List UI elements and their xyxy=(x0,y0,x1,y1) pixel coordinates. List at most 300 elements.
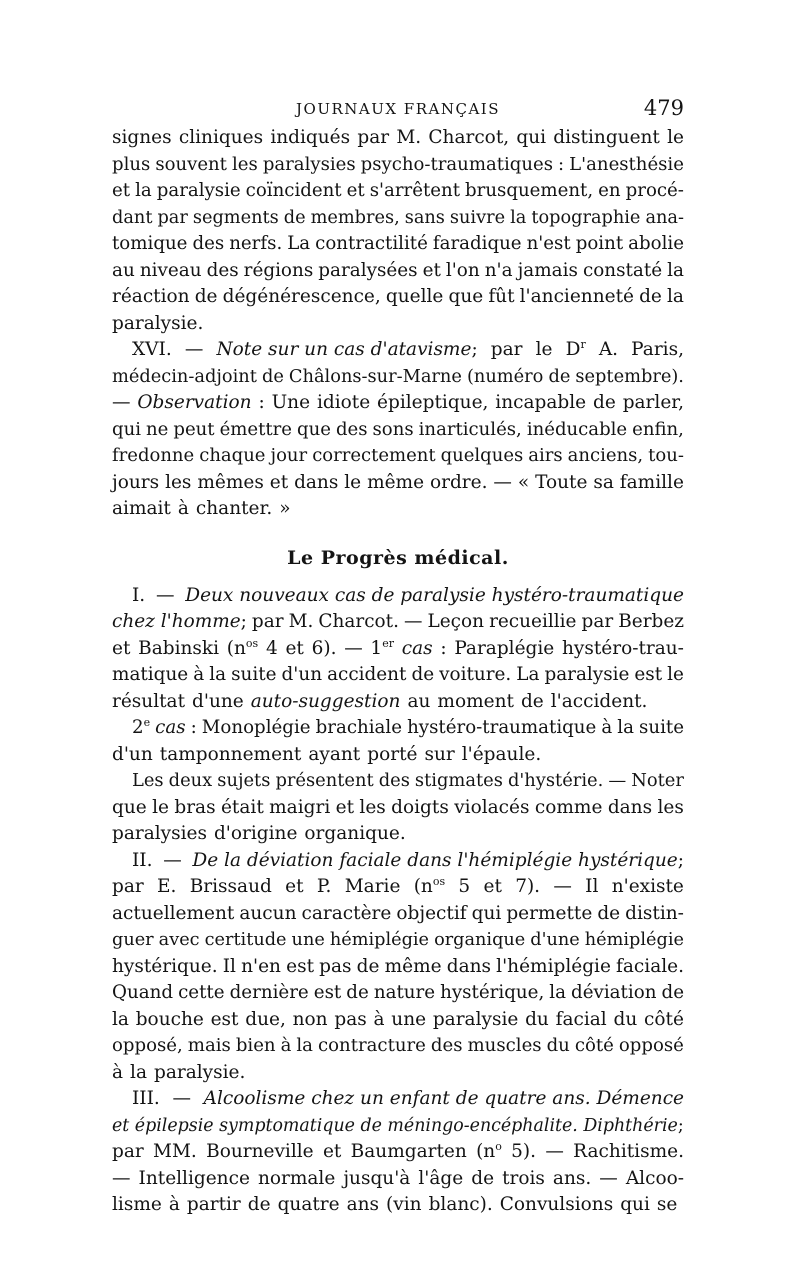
word: faradique xyxy=(432,233,522,254)
word: est xyxy=(210,1008,239,1030)
word: et xyxy=(335,796,355,818)
word: fredonne xyxy=(112,445,195,466)
section-before-heading xyxy=(112,125,684,523)
word: n'existe xyxy=(611,876,684,897)
word: maigri xyxy=(269,796,331,818)
word: voiture. xyxy=(439,664,512,685)
word: hystérique. xyxy=(112,955,218,977)
word: paralysées xyxy=(318,259,418,281)
word: d'une xyxy=(530,930,580,950)
word: paralysie xyxy=(156,180,241,201)
word: de xyxy=(520,690,544,712)
word: de xyxy=(639,286,662,307)
word: quatre xyxy=(277,1194,340,1215)
word: de xyxy=(593,392,616,413)
text-line xyxy=(112,609,684,636)
word: réaction xyxy=(112,286,190,307)
word: hystéro-traumatique xyxy=(407,717,597,738)
word: jusqu'à xyxy=(343,1167,411,1189)
word: paralysie. xyxy=(112,312,204,334)
word: et xyxy=(346,180,365,201)
word: l'on xyxy=(445,259,480,281)
word: — xyxy=(553,876,572,897)
word: cas xyxy=(401,637,433,659)
text-line xyxy=(112,821,684,848)
text-line xyxy=(112,980,684,1007)
word: sujets xyxy=(217,770,271,791)
word: famille xyxy=(619,471,684,493)
word: résultat xyxy=(112,690,186,712)
word: souvent xyxy=(155,153,227,175)
word: et épilepsie symptomatique de méningo-encéphalite. Diphthérie; xyxy=(112,1115,684,1136)
word: facial xyxy=(555,1008,607,1030)
word: La xyxy=(516,664,540,685)
word: M. xyxy=(288,611,314,632)
word: bras xyxy=(174,796,216,818)
word: : xyxy=(190,717,197,738)
word: des xyxy=(206,259,239,281)
word: des xyxy=(430,1035,463,1056)
word: Baumgarten xyxy=(350,1141,467,1162)
word: Berbez xyxy=(618,611,684,632)
word: tomique xyxy=(112,233,188,254)
word: jamais xyxy=(517,259,578,281)
word: organique xyxy=(434,930,526,950)
word: coïncident xyxy=(245,180,342,201)
word: les xyxy=(359,796,386,818)
word: moment xyxy=(437,690,514,712)
word: que xyxy=(297,418,331,440)
paragraph xyxy=(112,337,684,523)
word: tou- xyxy=(648,445,684,466)
word: matique xyxy=(112,664,189,685)
text-line xyxy=(112,1139,684,1166)
word: abolie xyxy=(628,233,684,254)
word: par xyxy=(251,611,284,632)
word: — xyxy=(608,770,627,791)
word: sans xyxy=(404,207,445,228)
word: brachiale xyxy=(315,717,403,738)
text-line xyxy=(112,715,684,742)
text-line xyxy=(112,1086,684,1113)
word: opposé, xyxy=(112,1035,183,1056)
word: ayant xyxy=(308,743,361,765)
word: Châlons-sur-Marne xyxy=(288,365,462,387)
word: et xyxy=(112,637,131,659)
word: la xyxy=(112,1008,129,1030)
word: qui xyxy=(620,1194,650,1215)
word: l'accident. xyxy=(550,690,648,712)
word: trois xyxy=(502,1167,545,1189)
word: Monoplégie xyxy=(201,717,311,738)
word: segments xyxy=(192,207,279,228)
text-line xyxy=(112,689,684,716)
word: par xyxy=(112,876,144,897)
text-line xyxy=(112,1033,684,1060)
word: en xyxy=(598,180,621,201)
word: auto-suggestion xyxy=(250,690,401,712)
word: anciens, xyxy=(567,445,644,466)
word: muscles xyxy=(467,1035,542,1056)
word: due, xyxy=(245,1008,286,1030)
word: hystérique, xyxy=(440,982,545,1003)
word: nerfs. xyxy=(229,233,283,254)
word: jour xyxy=(270,445,308,466)
word: — xyxy=(112,392,131,413)
word: — xyxy=(172,1088,191,1109)
word: n'en xyxy=(241,955,281,977)
word: guer xyxy=(112,930,154,950)
word: Rachitisme. xyxy=(573,1141,684,1162)
section-heading: Le Progrès médical. xyxy=(287,546,509,569)
word: sons xyxy=(372,418,414,440)
word: dant xyxy=(112,207,153,228)
word: Intelligence xyxy=(138,1167,250,1189)
word: nature xyxy=(373,982,436,1003)
word: la xyxy=(617,717,634,738)
word: est xyxy=(286,955,315,977)
word: L'anesthésie xyxy=(569,153,684,175)
word: s'arrêtent xyxy=(369,180,460,201)
word: l'hémiplégie xyxy=(496,955,611,977)
word: dernière xyxy=(229,982,309,1003)
word: les xyxy=(165,471,192,493)
word: Noter xyxy=(631,770,684,791)
word: ($n^{os}$ xyxy=(226,636,259,659)
word: était xyxy=(220,796,264,818)
word: — xyxy=(404,611,423,632)
text-line xyxy=(112,417,684,444)
word: fût xyxy=(488,286,515,307)
word: topographie xyxy=(531,207,641,228)
text-line xyxy=(112,178,684,205)
text-line xyxy=(112,1060,684,1087)
word: de xyxy=(261,365,284,387)
word: — xyxy=(493,471,512,493)
word: Paraplégie xyxy=(454,637,555,659)
word: ($n^{os}$ xyxy=(413,874,446,897)
word: le xyxy=(152,796,169,818)
text-line xyxy=(112,1007,684,1034)
word: chez l'homme; xyxy=(112,611,247,632)
word: membres, xyxy=(310,207,400,228)
word: que xyxy=(112,796,147,818)
word: à xyxy=(601,717,613,738)
word: lisme xyxy=(112,1194,162,1215)
word: 4 xyxy=(265,637,278,659)
word: mais xyxy=(187,1035,231,1056)
word: 5). xyxy=(511,1141,537,1162)
word: 2e xyxy=(132,715,151,738)
word: XVI. xyxy=(132,339,172,360)
word: inéducable xyxy=(526,418,628,440)
text-line xyxy=(112,152,684,179)
text-line xyxy=(112,205,684,232)
word: est xyxy=(634,664,663,685)
word: à xyxy=(112,1061,124,1083)
text-line xyxy=(112,742,684,769)
word: Il xyxy=(222,955,236,977)
word: « xyxy=(517,471,530,493)
text-line xyxy=(112,901,684,928)
text-line xyxy=(112,284,684,311)
word: le xyxy=(667,127,684,148)
word: la xyxy=(130,1061,147,1083)
word: $D^r$ xyxy=(565,337,586,360)
word: contracture xyxy=(317,1035,426,1056)
word: III. xyxy=(132,1088,160,1109)
word: l'ancienneté xyxy=(519,286,634,307)
word: mêmes xyxy=(197,471,264,493)
word: actuellement xyxy=(112,902,235,924)
word: la xyxy=(549,982,567,1003)
word: enfin, xyxy=(632,418,684,440)
word: dégénérescence, xyxy=(222,286,381,307)
word: Paris, xyxy=(631,339,684,360)
word: d'un xyxy=(281,664,323,685)
word: blanc). xyxy=(428,1194,493,1215)
word: ana- xyxy=(645,207,684,228)
word: Une xyxy=(271,392,311,413)
word: régions xyxy=(243,259,314,281)
word: A. xyxy=(598,339,619,360)
word: le xyxy=(535,339,553,360)
word: avec xyxy=(158,930,200,950)
word: des xyxy=(335,418,368,440)
text-line xyxy=(112,390,684,417)
word: et xyxy=(285,637,304,659)
word: hémiplégie xyxy=(584,930,684,950)
word: le xyxy=(344,471,362,493)
word: épileptique, xyxy=(377,392,489,413)
word: à xyxy=(373,1008,385,1030)
word: constaté xyxy=(582,259,663,281)
word: : xyxy=(558,153,565,175)
word: caractère xyxy=(301,902,392,924)
word: septembre). xyxy=(575,365,684,387)
word: de xyxy=(597,902,621,924)
word: qui xyxy=(471,902,502,924)
word: accident xyxy=(327,664,407,685)
word: présentent xyxy=(275,770,374,791)
word: au xyxy=(407,690,431,712)
word: et xyxy=(483,876,502,897)
paragraph xyxy=(112,125,684,337)
word: Brissaud xyxy=(189,876,272,897)
word: ($n^o$ xyxy=(476,1139,502,1162)
word: ans xyxy=(346,1194,380,1215)
word: Quand xyxy=(112,982,174,1003)
word: — xyxy=(155,584,175,606)
word: et xyxy=(285,876,304,897)
word: des xyxy=(192,233,225,254)
word: de xyxy=(411,664,435,685)
word: dans xyxy=(607,796,653,818)
text-line xyxy=(112,337,684,364)
word: P. xyxy=(316,876,332,897)
word: de xyxy=(548,365,571,387)
word: opposé xyxy=(618,1035,684,1056)
word: point xyxy=(575,233,624,254)
text-line xyxy=(112,874,684,901)
text-line xyxy=(112,470,684,497)
text-line xyxy=(112,496,684,523)
word: côté xyxy=(644,1008,684,1030)
word: » xyxy=(279,498,291,519)
word: permette xyxy=(506,902,593,924)
word: — xyxy=(163,849,182,871)
word: la xyxy=(666,286,684,307)
word: à xyxy=(193,664,205,685)
word: des xyxy=(378,770,410,791)
word: Alcoo- xyxy=(625,1167,684,1189)
word: (vin xyxy=(386,1194,422,1215)
word: Charcot, xyxy=(428,127,510,148)
word: deux xyxy=(168,770,213,791)
word: plus xyxy=(112,153,151,175)
word: médecin-adjoint xyxy=(112,365,257,387)
word: d'origine xyxy=(213,823,298,844)
word: certitude xyxy=(204,930,287,950)
text-line xyxy=(112,848,684,875)
word: d'un xyxy=(112,743,153,765)
word: De la déviation faciale dans l'hémiplégie hystérique; xyxy=(192,849,684,871)
word: la xyxy=(135,180,152,201)
word: même xyxy=(367,471,425,493)
text-line xyxy=(112,231,684,258)
word: 5 xyxy=(458,876,471,897)
word: pas xyxy=(319,955,352,977)
word: 6). xyxy=(311,637,337,659)
text-line xyxy=(112,364,684,391)
word: Toute xyxy=(535,471,588,493)
word: paralysie. xyxy=(153,1061,246,1083)
word: organique. xyxy=(304,823,406,844)
word: par xyxy=(112,1141,144,1162)
word: par xyxy=(357,127,390,148)
word: brusquement, xyxy=(465,180,594,201)
word: n'a xyxy=(484,259,513,281)
word: La xyxy=(287,233,311,254)
word: et xyxy=(112,180,131,201)
word: MM. xyxy=(153,1141,197,1162)
paragraph xyxy=(112,768,684,848)
word: déviation xyxy=(571,982,657,1003)
word: du xyxy=(546,1035,570,1056)
word: cette xyxy=(178,982,225,1003)
word: dans xyxy=(294,471,339,493)
word: les xyxy=(657,796,684,818)
word: au xyxy=(112,259,135,281)
word: procé- xyxy=(625,180,684,201)
word: de xyxy=(283,207,306,228)
word: normale xyxy=(257,1167,336,1189)
word: idiote xyxy=(316,392,371,413)
text-line xyxy=(112,927,684,954)
section-after-heading xyxy=(112,583,684,1219)
word: comme xyxy=(534,796,603,818)
text-line xyxy=(112,1166,684,1193)
word: sur xyxy=(424,743,455,765)
word: quelques xyxy=(440,445,524,466)
word: objectif xyxy=(396,902,467,924)
word: paralysies xyxy=(112,823,207,844)
word: paralysie xyxy=(544,664,630,685)
word: tamponnement xyxy=(159,743,302,765)
word: Convulsions xyxy=(499,1194,614,1215)
text-line xyxy=(112,1192,684,1219)
word: de xyxy=(356,955,380,977)
word: cas xyxy=(155,717,186,738)
word: doigts xyxy=(391,796,449,818)
word: et xyxy=(422,259,441,281)
word: la xyxy=(209,664,227,685)
text-body xyxy=(112,125,684,1219)
word: une xyxy=(291,930,325,950)
word: hystéro-trau- xyxy=(561,637,684,659)
word: se xyxy=(656,1194,678,1215)
word: distin- xyxy=(625,902,684,924)
word: la xyxy=(510,207,527,228)
word: de xyxy=(661,982,684,1003)
word: — xyxy=(344,637,363,659)
paragraph xyxy=(112,848,684,1087)
word: suite xyxy=(639,717,684,738)
word: l'âge xyxy=(418,1167,464,1189)
word: Charcot. xyxy=(318,611,399,632)
word: indiqués xyxy=(270,127,351,148)
word: côté xyxy=(574,1035,614,1056)
text-line xyxy=(112,125,684,152)
word: qui xyxy=(112,418,141,440)
word: Alcoolisme chez un enfant de quatre ans. Démence xyxy=(203,1088,684,1109)
text-line xyxy=(112,1113,684,1140)
word: Bourneville xyxy=(206,1141,314,1162)
word: le xyxy=(667,664,684,685)
word: suite xyxy=(231,664,277,685)
word: porté xyxy=(367,743,418,765)
text-line xyxy=(112,795,684,822)
text-line xyxy=(112,768,684,795)
word: niveau xyxy=(139,259,202,281)
word: M. xyxy=(396,127,422,148)
word: — xyxy=(545,1141,564,1162)
word: parler, xyxy=(622,392,684,413)
word: jours xyxy=(112,471,160,493)
word: dans xyxy=(446,955,492,977)
word: faciale. xyxy=(616,955,684,977)
word: aimait xyxy=(112,498,171,519)
word: Les xyxy=(132,770,164,791)
word: stigmates xyxy=(414,770,503,791)
word: airs xyxy=(528,445,563,466)
word: par xyxy=(490,339,523,360)
paragraph xyxy=(112,583,684,716)
word: Babinski xyxy=(138,637,220,659)
word: hémiplégie xyxy=(329,930,430,950)
word: ordre. xyxy=(429,471,488,493)
word: la xyxy=(296,1035,313,1056)
word: ans. xyxy=(552,1167,592,1189)
word: (numéro xyxy=(466,365,544,387)
word: Note sur un cas d'atavisme; xyxy=(216,339,478,360)
word: signes xyxy=(112,127,172,148)
word: ne xyxy=(146,418,169,440)
word: non xyxy=(292,1008,328,1030)
word: correctement xyxy=(312,445,436,466)
word: quelle xyxy=(385,286,444,307)
word: d'hystérie. xyxy=(507,770,604,791)
